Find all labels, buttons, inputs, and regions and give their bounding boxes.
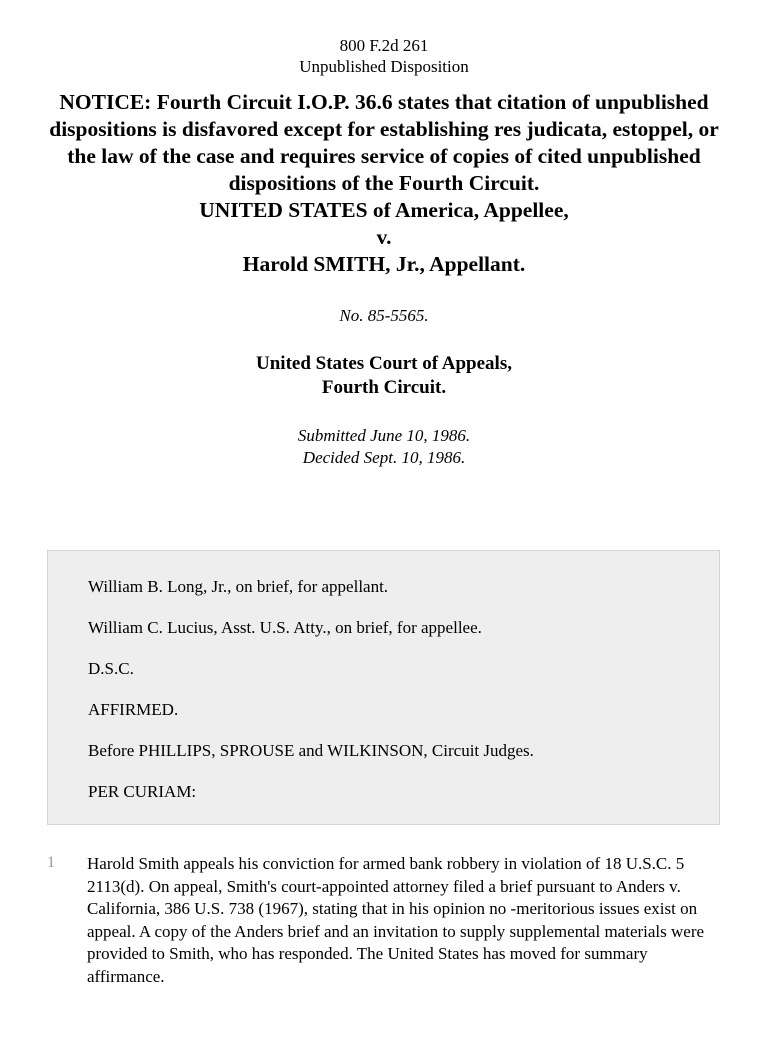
- case-info-box: [47, 550, 720, 825]
- versus-label: v.: [376, 225, 392, 249]
- disposition-label: Unpublished Disposition: [299, 57, 469, 76]
- decided-date: Decided Sept. 10, 1986.: [302, 448, 466, 467]
- court-name-line-1: United States Court of Appeals,: [256, 353, 512, 374]
- paragraph-number: 1: [47, 854, 55, 871]
- paragraph-text: Harold Smith appeals his conviction for armed bank robbery in violation of 18 U.S.C. 5 2113(d). On appeal, Smith's court-appointed attorney filed a brief pursuant to Anders v. California, 386 U.S. 738 (1967), stating that in his opinion no -meritorious issues exist on appeal. A copy of the Anders brief and an invitation to supply supplemental materials were provided to Smith, who has responded. The United States has moved for summary affirmance.: [87, 854, 705, 986]
- appellant-name: Harold SMITH, Jr., Appellant.: [242, 252, 526, 276]
- appellee-name: UNITED STATES of America, Appellee,: [199, 198, 569, 222]
- district-court: D.S.C.: [88, 659, 134, 678]
- court-name-line-2: Fourth Circuit.: [321, 377, 447, 398]
- case-result: AFFIRMED.: [88, 700, 179, 719]
- counsel-appellee: William C. Lucius, Asst. U.S. Atty., on brief, for appellee.: [88, 618, 482, 637]
- docket-number: No. 85-5565.: [339, 306, 429, 325]
- per-curiam-label: PER CURIAM:: [88, 782, 197, 801]
- court-name: [0, 352, 768, 400]
- case-parties: [40, 197, 728, 278]
- counsel-appellant: William B. Long, Jr., on brief, for appellant.: [88, 577, 389, 596]
- case-citation: 800 F.2d 261: [339, 36, 429, 55]
- document-header: [0, 35, 768, 77]
- notice-text: NOTICE: Fourth Circuit I.O.P. 36.6 states that citation of unpublished dispositions is disfavored except for establishing res judicata, estoppel, or the law of the case and requires service of copies of cited unpublished dispositions of the Fourth Circuit.: [49, 90, 719, 195]
- judges-panel: Before PHILLIPS, SPROUSE and WILKINSON, Circuit Judges.: [88, 741, 534, 760]
- submitted-date: Submitted June 10, 1986.: [297, 426, 471, 445]
- case-dates: [0, 425, 768, 469]
